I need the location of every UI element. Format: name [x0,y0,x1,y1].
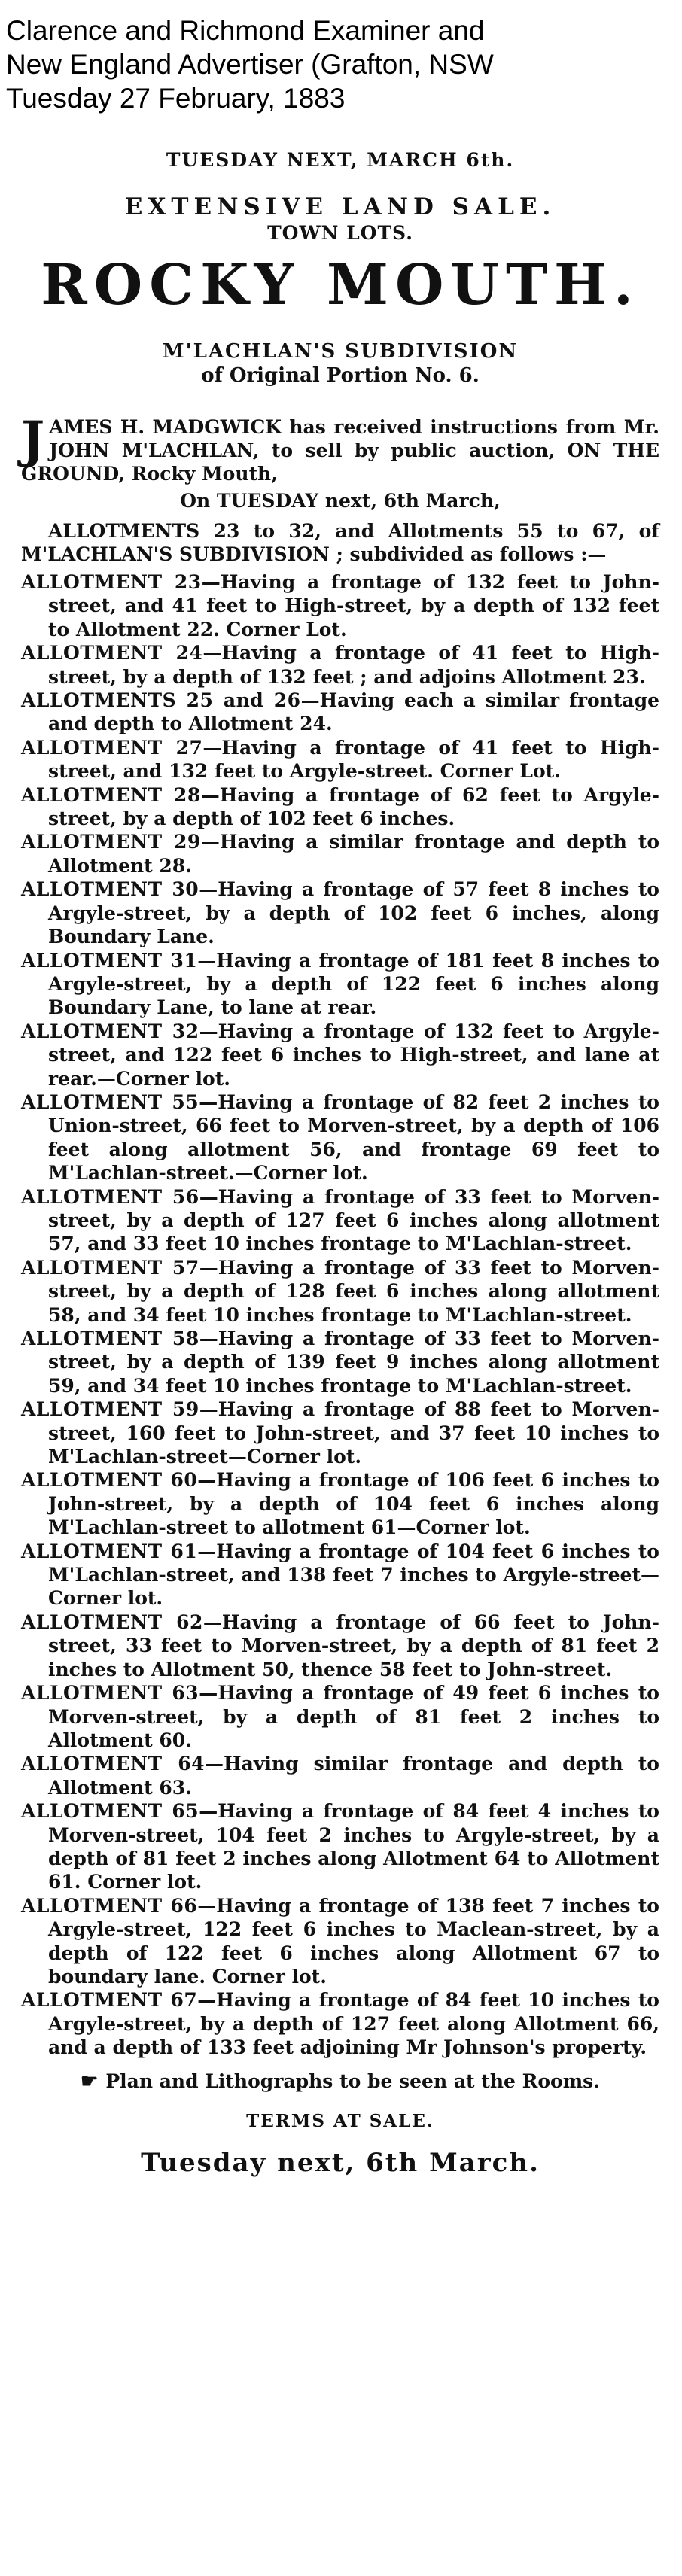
allotment-list [21,570,659,2060]
allotment-entry [21,1468,659,1539]
allotment-description: —Having a frontage of 132 feet to Argyle-street, and 122 feet 6 inches to High-street, and lane at rear.—Corner lot. [48,1020,659,1090]
allotment-heading: ALLOTMENT 24 [21,642,203,665]
allotment-heading: ALLOTMENT 23 [21,571,202,593]
allotment-entry [21,877,659,948]
allotment-entry [21,949,659,1020]
allotment-heading: ALLOTMENT 28 [21,783,201,806]
allotment-heading: ALLOTMENT 62 [21,1610,203,1633]
caption-line-3: Tuesday 27 February, 1883 [6,83,346,114]
auction-notice [21,149,659,2178]
allotment-entry [21,1894,659,1989]
caption-line-1: Clarence and Richmond Examiner and [6,15,485,46]
allotments-summary: ALLOTMENTS 23 to 32, and Allotments 55 to 67, of M'LACHLAN'S SUBDIVISION ; subdivided as follows :— [21,520,659,565]
bottom-date: Tuesday next, 6th March. [141,2147,540,2178]
caption-line-2: New England Advertiser (Grafton, NSW [6,49,494,80]
dateline: TUESDAY NEXT, MARCH 6th. [166,149,515,171]
allotment-description: —Having a frontage of 41 feet to High-street, by a depth of 132 feet ; and adjoins Allotment 23. [48,642,659,688]
allotment-entry [21,1090,659,1185]
allotment-entry [21,1397,659,1468]
allotment-description: —Having a frontage of 104 feet 6 inches to M'Lachlan-street, and 138 feet 7 inches to Argyle-street—Corner lot. [48,1540,659,1610]
terms-line: TERMS AT SALE. [246,2110,434,2131]
town-lots-heading: TOWN LOTS. [267,222,413,244]
allotment-entry [21,689,659,736]
allotment-entry [21,1256,659,1327]
allotment-entry [21,1752,659,1799]
allotment-description: —Having a frontage of 49 feet 6 inches to Morven-street, by a depth of 81 feet 2 inches to Allotment 60. [48,1682,659,1751]
allotment-description: —Having each a similar frontage and depth to Allotment 24. [48,689,659,735]
allotment-description: —Having a frontage of 33 feet to Morven-street, by a depth of 139 feet 9 inches along allotment 59, and 34 feet 10 inches frontage to M'Lachlan-street. [48,1328,659,1397]
allotment-heading: ALLOTMENT 27 [21,736,203,759]
allotment-description: —Having a frontage of 138 feet 7 inches to Argyle-street, 122 feet 6 inches to Maclean-street, by a depth of 122 feet 6 inches along Allotment 67 to boundary lane. Corner lot. [48,1894,659,1988]
allotment-heading: ALLOTMENT 60 [21,1469,198,1492]
allotment-heading: ALLOTMENT 64 [21,1753,206,1775]
original-portion: of Original Portion No. 6. [201,364,480,387]
allotment-heading: ALLOTMENTS 25 and 26 [21,689,301,712]
pointing-hand-icon: ☛ [81,2070,99,2093]
allotment-heading: ALLOTMENT 55 [21,1090,199,1113]
intro-text: AMES H. MADGWICK has received instructions from Mr. JOHN M'LACHLAN, to sell by public auction, ON THE GROUND, Rocky Mouth, [21,416,659,485]
allotment-description: —Having a frontage of 84 feet 10 inches to Argyle-street, by a depth of 127 feet along Allotment 66, and a depth of 133 feet adjoining Mr Johnson's property. [48,1989,659,2059]
allotment-heading: ALLOTMENT 65 [21,1800,199,1823]
allotment-description: —Having a frontage of 84 feet 4 inches to Morven-street, 104 feet 2 inches to Argyle-street, by a depth of 81 feet 2 inches along Allotment 64 to Allotment 61. Corner lot. [48,1800,659,1893]
allotment-heading: ALLOTMENT 63 [21,1682,199,1705]
allotment-heading: ALLOTMENT 32 [21,1020,199,1042]
headline: ROCKY MOUTH. [41,253,640,318]
intro-paragraph [21,410,659,485]
drop-cap: J [21,410,45,469]
source-caption [6,14,676,115]
allotment-description: —Having a frontage of 62 feet to Argyle-street, by a depth of 102 feet 6 inches. [48,783,659,830]
allotment-description: —Having similar frontage and depth to Allotment 63. [48,1753,659,1799]
allotment-entry [21,570,659,641]
allotment-description: —Having a frontage of 33 feet to Morven-street, by a depth of 128 feet 6 inches along allotment 58, and 34 feet 10 inches frontage to M'Lachlan-street. [48,1256,659,1326]
allotment-entry [21,1799,659,1894]
allotment-description: —Having a frontage of 82 feet 2 inches to Union-street, 66 feet to Morven-street, by a depth of 106 feet along allotment 56, and frontage 69 feet to M'Lachlan-street.—Corner lot. [48,1090,659,1185]
allotment-description: —Having a frontage of 106 feet 6 inches to John-street, by a depth of 104 feet 6 inches along M'Lachlan-street to allotment 61—Corner lot. [48,1469,659,1539]
plan-notice-text: Plan and Lithographs to be seen at the Rooms. [105,2070,600,2092]
allotment-entry [21,641,659,689]
allotment-heading: ALLOTMENT 59 [21,1398,199,1421]
allotment-description: —Having a frontage of 57 feet 8 inches to Argyle-street, by a depth of 102 feet 6 inches, along Boundary Lane. [48,878,659,948]
allotment-entry [21,783,659,831]
allotment-entry [21,1327,659,1397]
allotment-heading: ALLOTMENT 61 [21,1540,198,1562]
allotment-description: —Having a similar frontage and depth to Allotment 28. [48,831,659,877]
allotment-heading: ALLOTMENT 58 [21,1328,199,1349]
allotment-description: —Having a frontage of 33 feet to Morven-street, by a depth of 127 feet 6 inches along allotment 57, and 33 feet 10 inches frontage to M'Lachlan-street. [48,1185,659,1255]
allotment-entry [21,1540,659,1610]
allotment-description: —Having a frontage of 66 feet to John-street, 33 feet to Morven-street, by a depth of 81 feet 2 inches to Allotment 50, thence 58 feet to John-street. [48,1610,659,1680]
plan-notice [21,2070,659,2093]
allotment-entry [21,736,659,783]
allotment-heading: ALLOTMENT 57 [21,1256,199,1279]
allotment-entry [21,1988,659,2059]
allotment-entry [21,1185,659,1256]
allotment-entry [21,830,659,877]
allotment-description: —Having a frontage of 181 feet 8 inches to Argyle-street, by a depth of 122 feet 6 inches along Boundary Lane, to lane at rear. [48,949,659,1019]
allotment-heading: ALLOTMENT 31 [21,949,198,972]
allotment-heading: ALLOTMENT 30 [21,878,199,901]
allotment-description: —Having a frontage of 132 feet to John-street, and 41 feet to High-street, by a depth of 132 feet to Allotment 22. Corner Lot. [48,571,659,640]
allotment-entry [21,1681,659,1752]
allotment-description: —Having a frontage of 41 feet to High-street, and 132 feet to Argyle-street. Corner Lot. [48,736,659,783]
allotment-entry [21,1020,659,1090]
allotment-description: —Having a frontage of 88 feet to Morven-street, 160 feet to John-street, and 37 feet 10 inches to M'Lachlan-street—Corner lot. [48,1398,659,1468]
allotment-entry [21,1610,659,1681]
allotment-heading: ALLOTMENT 67 [21,1989,198,2012]
allotment-heading: ALLOTMENT 29 [21,831,201,853]
sale-title: EXTENSIVE LAND SALE. [124,193,556,220]
allotment-heading: ALLOTMENT 66 [21,1894,198,1917]
subdivision-title: M'LACHLAN'S SUBDIVISION [162,340,519,363]
allotment-heading: ALLOTMENT 56 [21,1185,199,1208]
sale-date-line: On TUESDAY next, 6th March, [180,490,501,512]
